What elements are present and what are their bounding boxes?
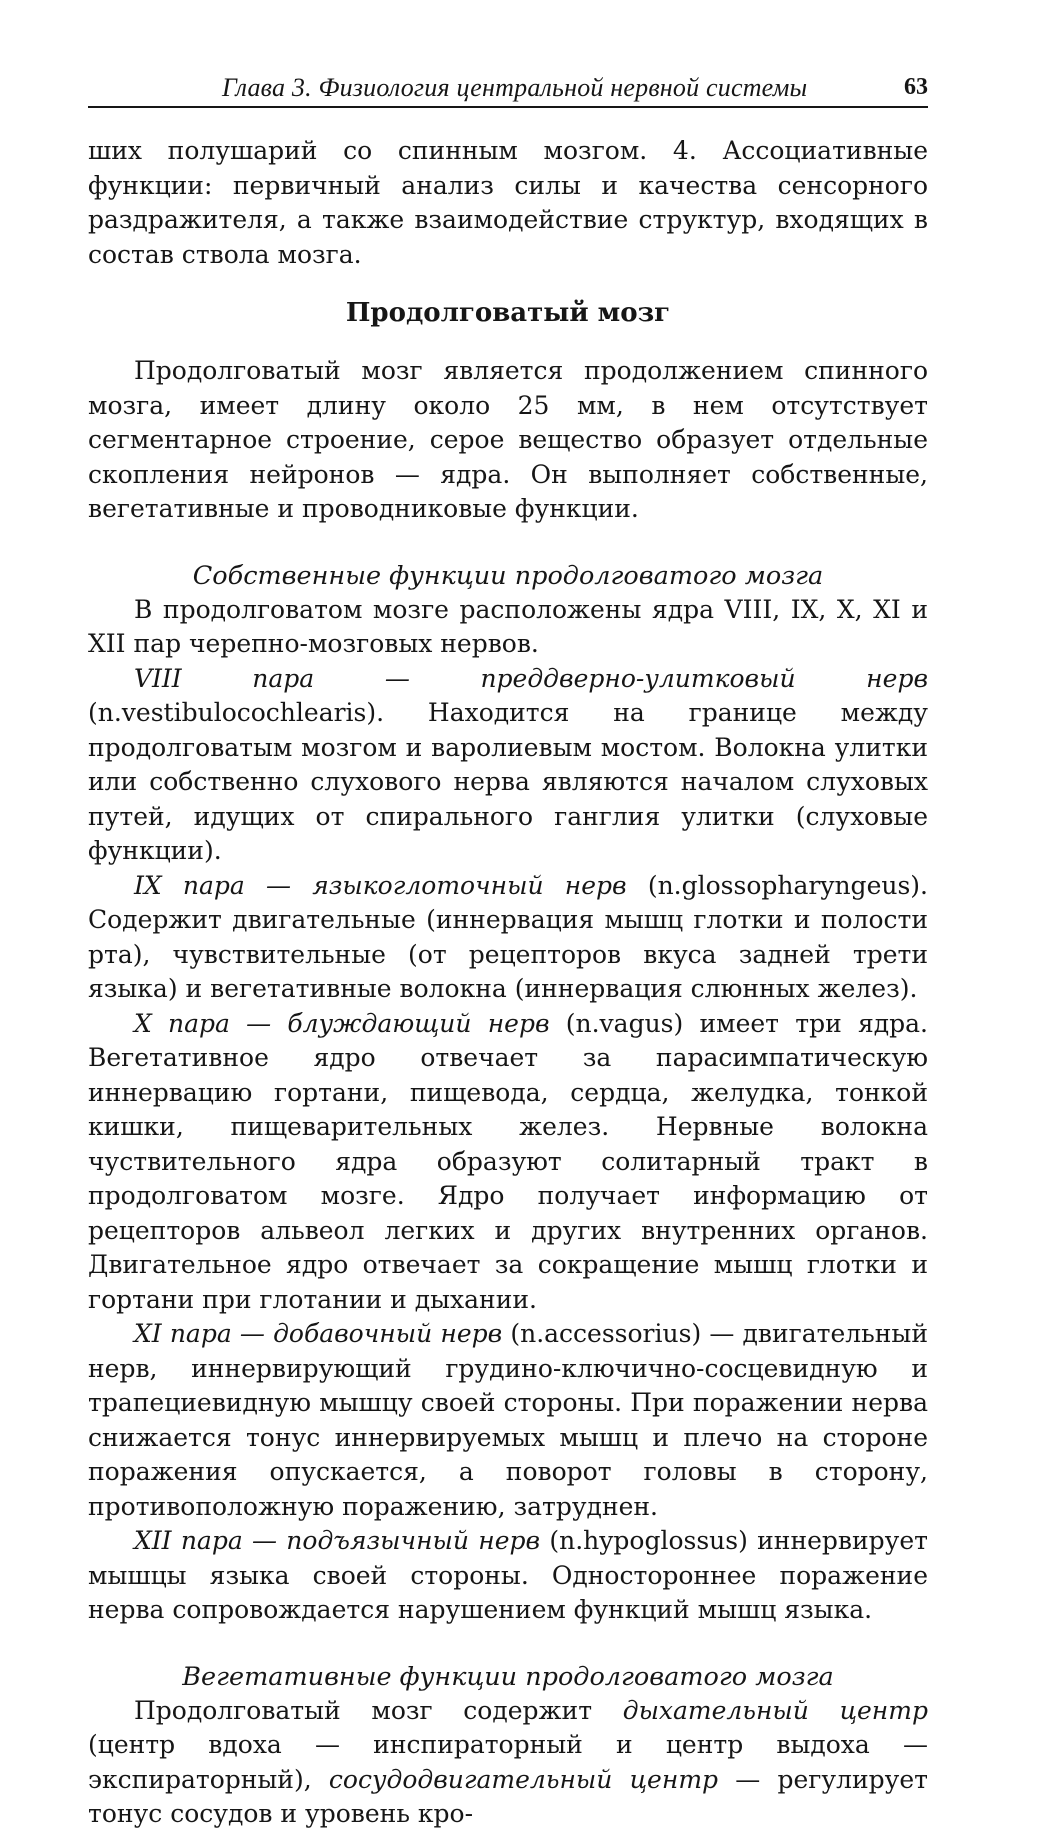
text-run: Продолговатый мозг содержит [134, 1695, 623, 1725]
vegetative-paragraph [88, 1694, 928, 1832]
term-vasomotor-center: сосудодвигательный центр [328, 1764, 719, 1794]
nerve-term: XII пара — подъязычный нерв [134, 1526, 541, 1555]
nerve-term: IX пара — языкоглоточный нерв [134, 870, 627, 900]
text-run: (центр вдоха — инспираторный и центр выдоха — экспираторный), [88, 1730, 928, 1794]
nerve-paragraph-viii [88, 662, 928, 869]
nerve-paragraph-xi [88, 1317, 928, 1524]
nerve-paragraph-x [88, 1007, 928, 1318]
subsection-title-own-functions: Собственные функции продолговатого мозга [192, 560, 824, 591]
subsection-title-vegetative-functions: Вегетативные функции продолговатого мозга [182, 1661, 834, 1692]
section-title: Продолговатый мозг [345, 298, 671, 328]
nerve-description: (n.hypoglossus) иннервирует мышцы языка своей стороны. Одностороннее поражение нерва сопровождается нарушением функций мышц языка. [88, 1526, 928, 1624]
nerve-term: XI пара — добавочный нерв [134, 1319, 503, 1348]
nerve-description: (n.accessorius) — двигательный нерв, иннервирующий грудино-ключично-сосцевидную и трапециевидную мышцу своей стороны. При поражении нерва снижается тонус иннервируемых мышц и плечо на стороне поражения опускается, а поворот головы в сторону, противоположную поражению, затруднен. [88, 1319, 928, 1521]
nerve-description: (n.glossopharyngeus). Содержит двигательные (иннервация мышц глотки и полости рта), чувствительные (от рецепторов вкуса задней трети языка) и вегетативные волокна (иннервация слюнных желез). [88, 870, 928, 1003]
nerve-description: (n.vestibulocochlearis). Находится на границе между продолговатым мозгом и варолиевым мостом. Волокна улитки или собственно слухового нерва являются началом слуховых путей, идущих от спирального ганглия улитки (слуховые функции). [88, 698, 928, 865]
nerve-term: VIII пара — преддверно-улитковый нерв [134, 663, 928, 693]
nerve-paragraph-ix [88, 869, 928, 1007]
page-number: 63 [904, 74, 928, 100]
intro-paragraph: ших полушарий со спинным мозгом. 4. Ассоциативные функции: первичный анализ силы и качества сенсорного раздражителя, а также взаимодействие структур, входящих в состав ствола мозга. [88, 136, 928, 269]
running-head [88, 70, 928, 108]
nuclei-paragraph: В продолговатом мозге расположены ядра VIII, IX, X, XI и XII пар черепно-мозговых нервов. [88, 594, 928, 658]
running-title: Глава 3. Физиология центральной нервной системы [222, 73, 808, 102]
term-respiratory-center: дыхательный центр [622, 1695, 928, 1725]
nerve-paragraph-xii [88, 1524, 928, 1628]
nerve-description: (n.vagus) имеет три ядра. Вегетативное ядро отвечает за парасимпатическую иннервацию гортани, пищевода, сердца, желудка, тонкой кишки, пищеварительных желез. Нервные волокна чуствительного ядра образуют солитарный тракт в продолговатом мозге. Ядро получает информацию от рецепторов альвеол легких и других внутренних органов. Двигательное ядро отвечает за сокращение мышц глотки и гортани при глотании и дыхании. [88, 1008, 928, 1314]
nerve-term: X пара — блуждающий нерв [134, 1008, 550, 1038]
section-paragraph: Продолговатый мозг является продолжением спинного мозга, имеет длину около 25 мм, в нем отсутствует сегментарное строение, серое вещество образует отдельные скопления нейронов — ядра. Он выполняет собственные, вегетативные и проводниковые функции. [88, 356, 928, 523]
page-body [88, 134, 928, 1832]
text-run: — регулирует тонус сосудов и уровень кро- [88, 1764, 928, 1828]
